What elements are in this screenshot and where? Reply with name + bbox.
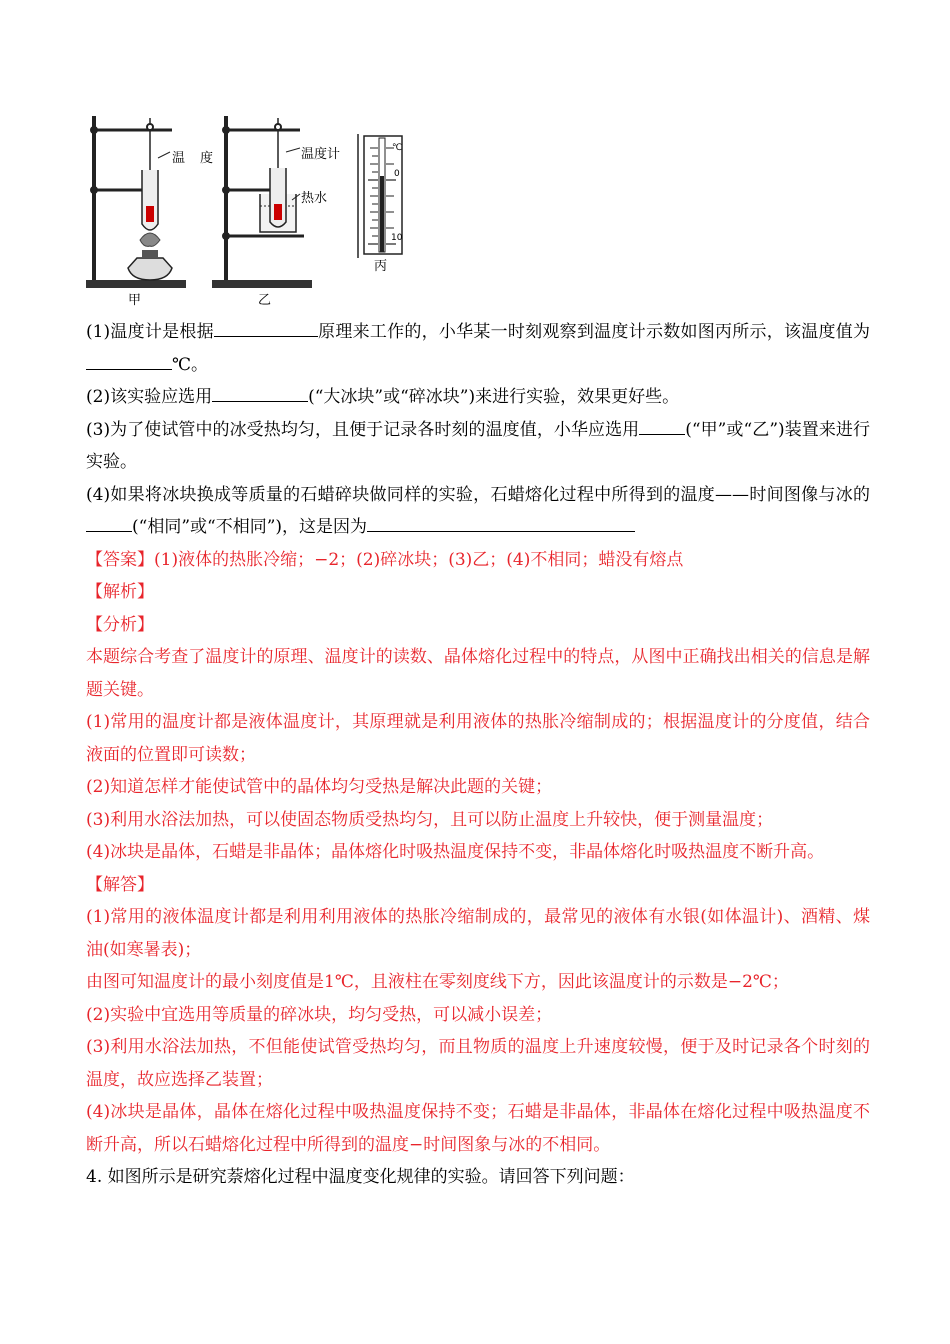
fenxi-p1: (1)常用的温度计都是液体温度计，其原理就是利用液体的热胀冷缩制成的；根据温度计的分度值，结合液面的位置即可读数； (86, 712, 870, 765)
question-4: (4)如果将冰块换成等质量的石蜡碎块做同样的实验，石蜡熔化过程中所得到的温度——时间图像与冰的(“相同”或“不相同”)，这是因为 (86, 484, 870, 537)
experiment-figure (82, 108, 422, 308)
apparatus-jia (86, 116, 186, 288)
question-2: (2)该实验应选用 (“大冰块”或“碎冰块”)来进行实验，效果更好些。 (86, 381, 870, 414)
jieda-p2: (2)实验中宜选用等质量的碎冰块，均匀受热，可以减小误差； (86, 1004, 553, 1025)
jieda-p4: (4)冰块是晶体，晶体在熔化过程中吸热温度保持不变；石蜡是非晶体，非晶体在熔化过程中吸热温度不断升高，所以石蜡熔化过程中所得到的温度−时间图象与冰的不相同。 (86, 1102, 870, 1155)
blank-2 (212, 381, 308, 402)
apparatus-yi (212, 116, 312, 288)
label-wendu-b: 度 (200, 151, 214, 166)
question-3: (3)为了使试管中的冰受热均匀，且便于记录各时刻的温度值，小华应选用 (“甲”或“乙”)装置来进行实验。 (86, 414, 870, 479)
document-body (86, 316, 870, 1194)
label-jia: 甲 (128, 293, 142, 308)
analysis-label: 【解析】 (86, 582, 154, 602)
jieda-p1: (1)常用的液体温度计都是利用利用液体的热胀冷缩制成的，最常见的液体有水银(如体温计)、酒精、煤油(如寒暑表)； (86, 907, 870, 960)
blank-1a (214, 316, 318, 337)
fenxi-label: 【分析】 (86, 614, 154, 635)
answer-line: 【答案】(1)液体的热胀冷缩；−2；(2)碎冰块；(3)乙；(4)不相同；蜡没有熔点 (86, 549, 684, 570)
blank-4b (367, 511, 635, 532)
blank-4a (86, 511, 132, 532)
apparatus-diagram (82, 108, 422, 308)
fenxi-intro: 本题综合考查了温度计的原理、温度计的读数、晶体熔化过程中的特点，从图中正确找出相关的信息是解题关键。 (86, 647, 870, 700)
label-yi: 乙 (258, 293, 272, 308)
tick-10: 10 (391, 233, 403, 243)
question-1: (1)温度计是根据 原理来工作的，小华某一时刻观察到温度计示数如图丙所示，该温度值为℃。 (86, 316, 870, 381)
fenxi-p4: (4)冰块是晶体，石蜡是非晶体；晶体熔化时吸热温度保持不变，非晶体熔化时吸热温度不断升高。 (86, 842, 825, 862)
label-celsius: ℃ (392, 143, 403, 153)
fenxi-p2: (2)知道怎样才能使试管中的晶体均匀受热是解决此题的关键； (86, 777, 553, 797)
jieda-p3: (3)利用水浴法加热，不但能使试管受热均匀，而且物质的温度上升速度较慢，便于及时记录各个时刻的温度，故应选择乙装置； (86, 1037, 870, 1090)
label-reshui: 热水 (301, 191, 328, 206)
next-question: 4. 如图所示是研究萘熔化过程中温度变化规律的实验。请回答下列问题： (86, 1167, 635, 1187)
tick-0: 0 (394, 169, 400, 179)
jieda-p1b: 由图可知温度计的最小刻度值是1℃，且液柱在零刻度线下方，因此该温度计的示数是−2℃； (86, 972, 789, 992)
fenxi-p3: (3)利用水浴法加热，可以使固态物质受热均匀，且可以防止温度上升较快，便于测量温度； (86, 809, 774, 830)
label-bing: 丙 (374, 259, 388, 274)
jieda-label: 【解答】 (86, 874, 154, 895)
label-wenduji: 温度计 (301, 147, 341, 162)
blank-1b (86, 349, 172, 370)
blank-3 (639, 414, 685, 435)
label-wendu-a: 温 (172, 151, 186, 166)
